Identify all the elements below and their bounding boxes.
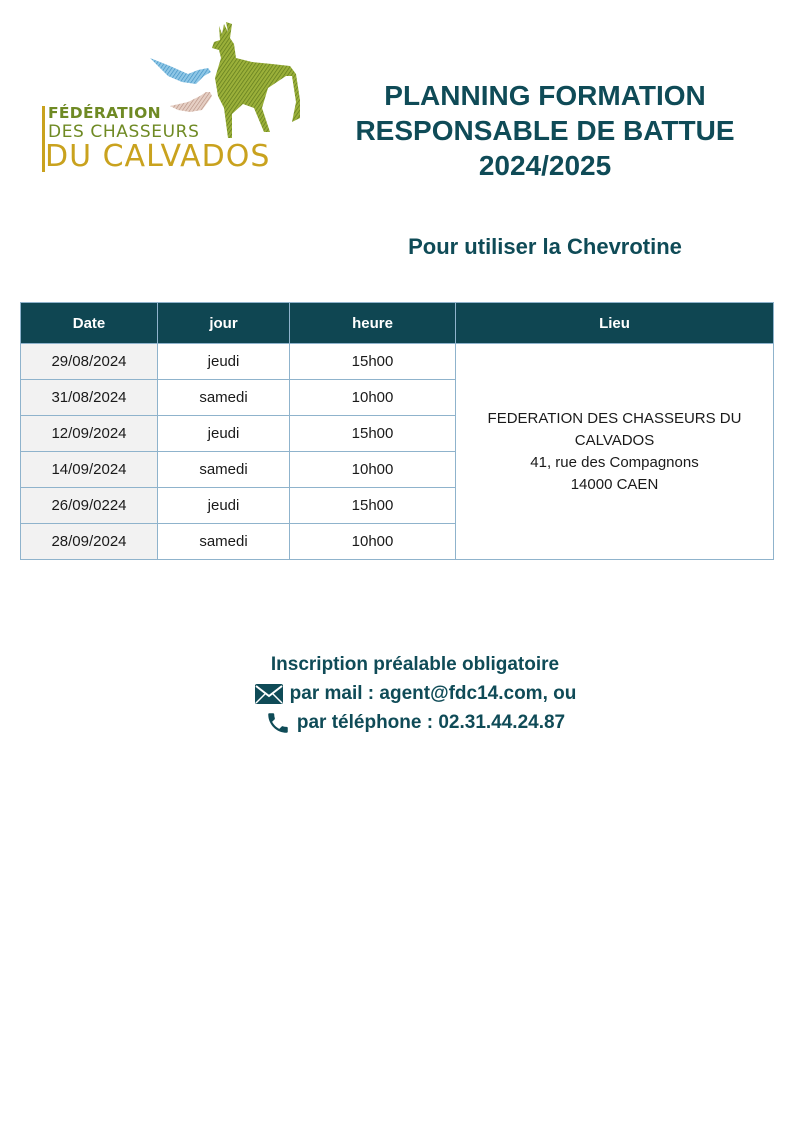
cell-heure: 15h00: [290, 344, 456, 380]
title-line-2: RESPONSABLE DE BATTUE: [355, 115, 735, 146]
cell-heure: 15h00: [290, 488, 456, 524]
cell-heure: 10h00: [290, 380, 456, 416]
column-header-heure: heure: [290, 303, 456, 344]
column-header-jour: jour: [158, 303, 290, 344]
cell-heure: 10h00: [290, 524, 456, 560]
cell-lieu: [456, 344, 774, 560]
cell-jour: samedi: [158, 452, 290, 488]
lieu-line-4: 14000 CAEN: [570, 475, 659, 493]
page-title: [330, 78, 760, 183]
page-subtitle: Pour utiliser la Chevrotine: [408, 234, 682, 259]
envelope-icon: [254, 683, 284, 705]
contact-phone-text[interactable]: par téléphone : 02.31.44.24.87: [296, 712, 566, 733]
cell-jour: jeudi: [158, 416, 290, 452]
contact-phone-row[interactable]: [200, 708, 630, 737]
lieu-line-3: 41, rue des Compagnons: [530, 453, 699, 471]
cell-heure: 15h00: [290, 416, 456, 452]
contact-mail-text[interactable]: par mail : agent@fdc14.com, ou: [289, 683, 577, 704]
cell-date: 28/09/2024: [21, 524, 158, 560]
cell-jour: samedi: [158, 524, 290, 560]
cell-jour: jeudi: [158, 344, 290, 380]
cell-heure: 10h00: [290, 452, 456, 488]
lieu-line-1: FEDERATION DES CHASSEURS DU: [487, 409, 742, 427]
cell-date: 29/08/2024: [21, 344, 158, 380]
planning-table: [20, 302, 774, 560]
cell-date: 26/09/0224: [21, 488, 158, 524]
registration-heading: Inscription préalable obligatoire: [270, 654, 560, 675]
column-header-date: Date: [21, 303, 158, 344]
cell-date: 14/09/2024: [21, 452, 158, 488]
cell-date: 12/09/2024: [21, 416, 158, 452]
cell-jour: jeudi: [158, 488, 290, 524]
cell-jour: samedi: [158, 380, 290, 416]
column-header-lieu: Lieu: [456, 303, 774, 344]
contact-block: [200, 650, 630, 737]
logo-line-du-calvados: DU CALVADOS: [45, 139, 271, 174]
logo-line-federation: FÉDÉRATION: [48, 104, 161, 122]
phone-icon: [265, 710, 291, 736]
federation-logo: [38, 18, 308, 178]
cell-date: 31/08/2024: [21, 380, 158, 416]
lieu-line-2: CALVADOS: [574, 431, 655, 449]
title-line-1: PLANNING FORMATION: [384, 80, 706, 111]
table-row: [21, 344, 774, 380]
logo-line-des-chasseurs: DES CHASSEURS: [48, 122, 200, 142]
title-line-3: 2024/2025: [478, 150, 612, 181]
table-header-row: [21, 303, 774, 344]
contact-mail-row[interactable]: [200, 679, 630, 708]
